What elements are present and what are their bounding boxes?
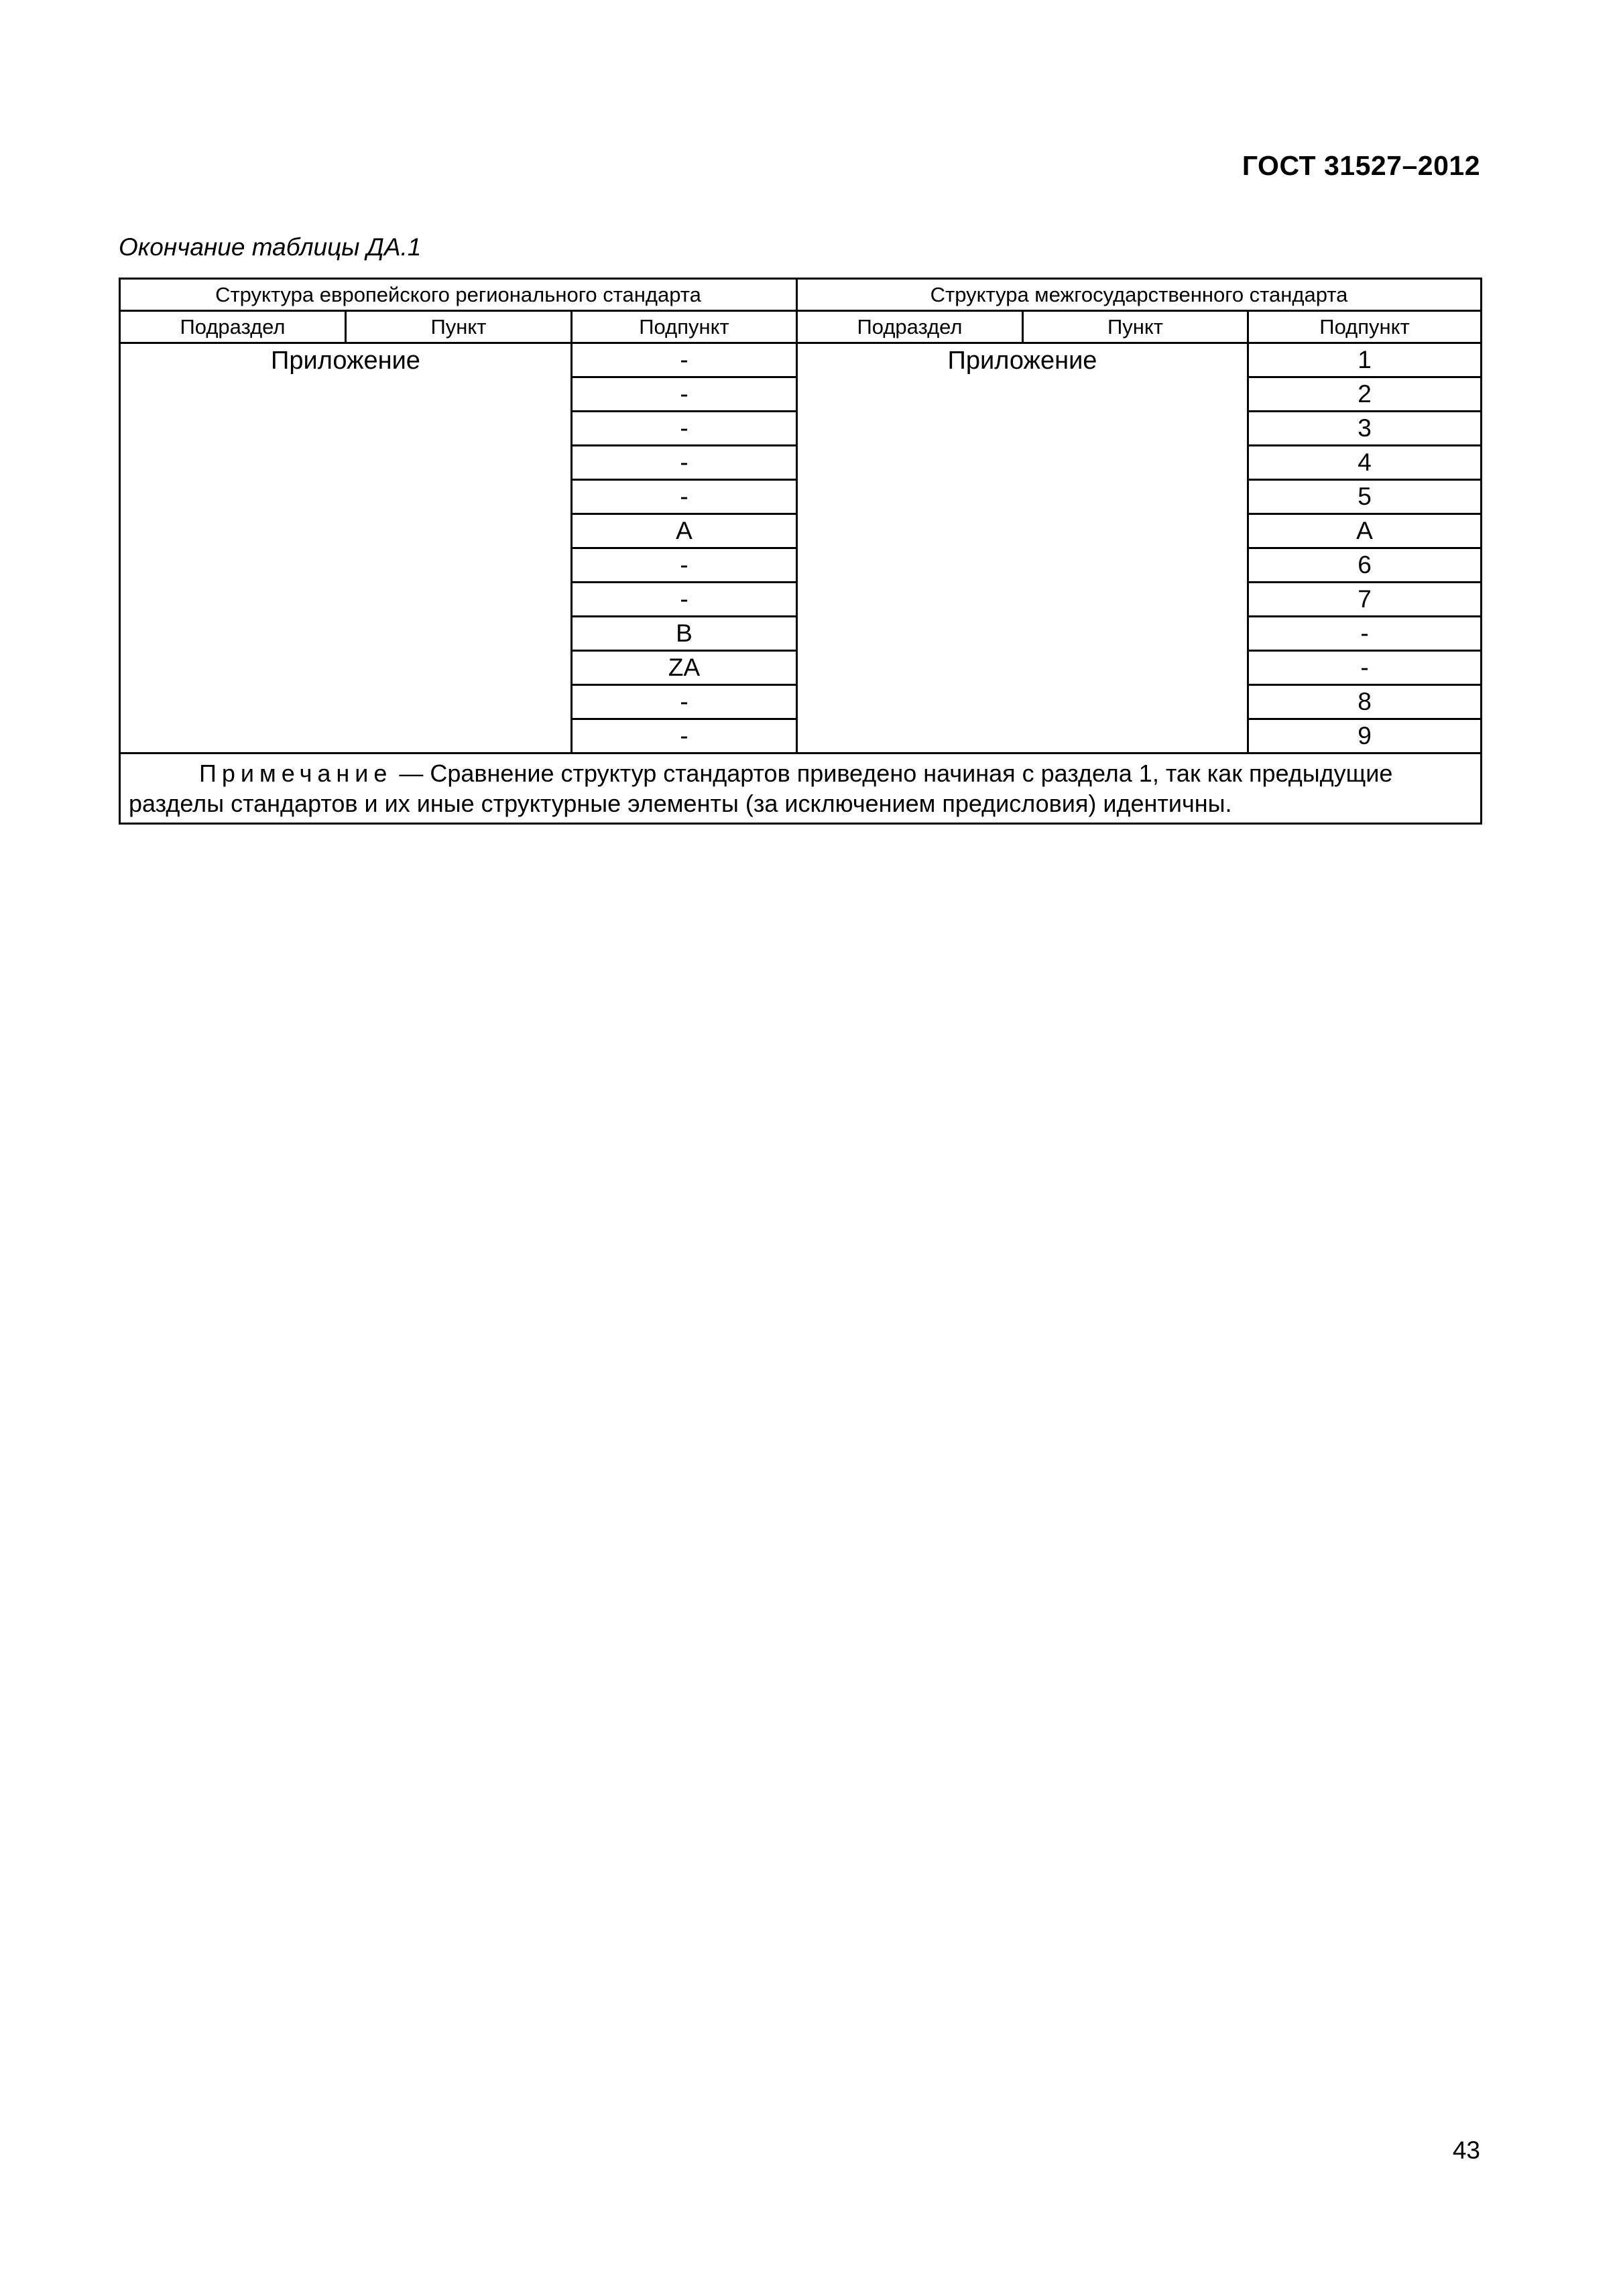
left-subitem-cell: -: [572, 719, 797, 753]
right-subitem-cell: 5: [1248, 480, 1482, 514]
col-header-subclause: Подпункт: [1248, 311, 1482, 343]
left-subitem-cell: -: [572, 583, 797, 617]
note-title: Примечание: [199, 760, 393, 787]
left-subitem-cell: -: [572, 446, 797, 480]
left-subitem-cell: B: [572, 617, 797, 651]
left-section-cell: Приложение: [120, 343, 572, 753]
left-subitem-cell: ZA: [572, 651, 797, 685]
col-header-clause: Пункт: [1023, 311, 1248, 343]
right-subitem-cell: 6: [1248, 548, 1482, 583]
right-section-cell: Приложение: [797, 343, 1248, 753]
left-subitem-cell: -: [572, 343, 797, 377]
left-subitem-cell: -: [572, 685, 797, 719]
left-subitem-cell: -: [572, 480, 797, 514]
right-subitem-cell: 2: [1248, 377, 1482, 412]
note-text: — Сравнение структур стандартов приведено начиная с раздела 1, так как предыдущие разделы стандартов и их иные структурные элементы (за исключением предисловия) идентичны.: [129, 760, 1393, 817]
interstate-structure-header: Структура межгосударственного стандарта: [797, 279, 1482, 311]
right-subitem-cell: -: [1248, 651, 1482, 685]
note-row: [120, 753, 1482, 824]
right-subitem-cell: 4: [1248, 446, 1482, 480]
left-subitem-cell: -: [572, 548, 797, 583]
table-row: [120, 343, 1482, 377]
left-subitem-cell: -: [572, 412, 797, 446]
column-header-row: [120, 311, 1482, 343]
col-header-subsection: Подраздел: [797, 311, 1023, 343]
right-subitem-cell: -: [1248, 617, 1482, 651]
document-code: ГОСТ 31527–2012: [1242, 150, 1480, 181]
group-header-row: [120, 279, 1482, 311]
col-header-subclause: Подпункт: [572, 311, 797, 343]
right-subitem-cell: 1: [1248, 343, 1482, 377]
right-subitem-cell: 8: [1248, 685, 1482, 719]
table-note: [120, 753, 1482, 824]
left-subitem-cell: A: [572, 514, 797, 548]
col-header-subsection: Подраздел: [120, 311, 346, 343]
right-subitem-cell: 3: [1248, 412, 1482, 446]
page-number: 43: [1452, 2136, 1480, 2164]
left-subitem-cell: -: [572, 377, 797, 412]
structure-comparison-table: [119, 278, 1482, 825]
col-header-clause: Пункт: [346, 311, 572, 343]
right-subitem-cell: A: [1248, 514, 1482, 548]
right-subitem-cell: 7: [1248, 583, 1482, 617]
european-structure-header: Структура европейского регионального стандарта: [120, 279, 797, 311]
right-subitem-cell: 9: [1248, 719, 1482, 753]
table-caption: Окончание таблицы ДА.1: [119, 233, 422, 261]
